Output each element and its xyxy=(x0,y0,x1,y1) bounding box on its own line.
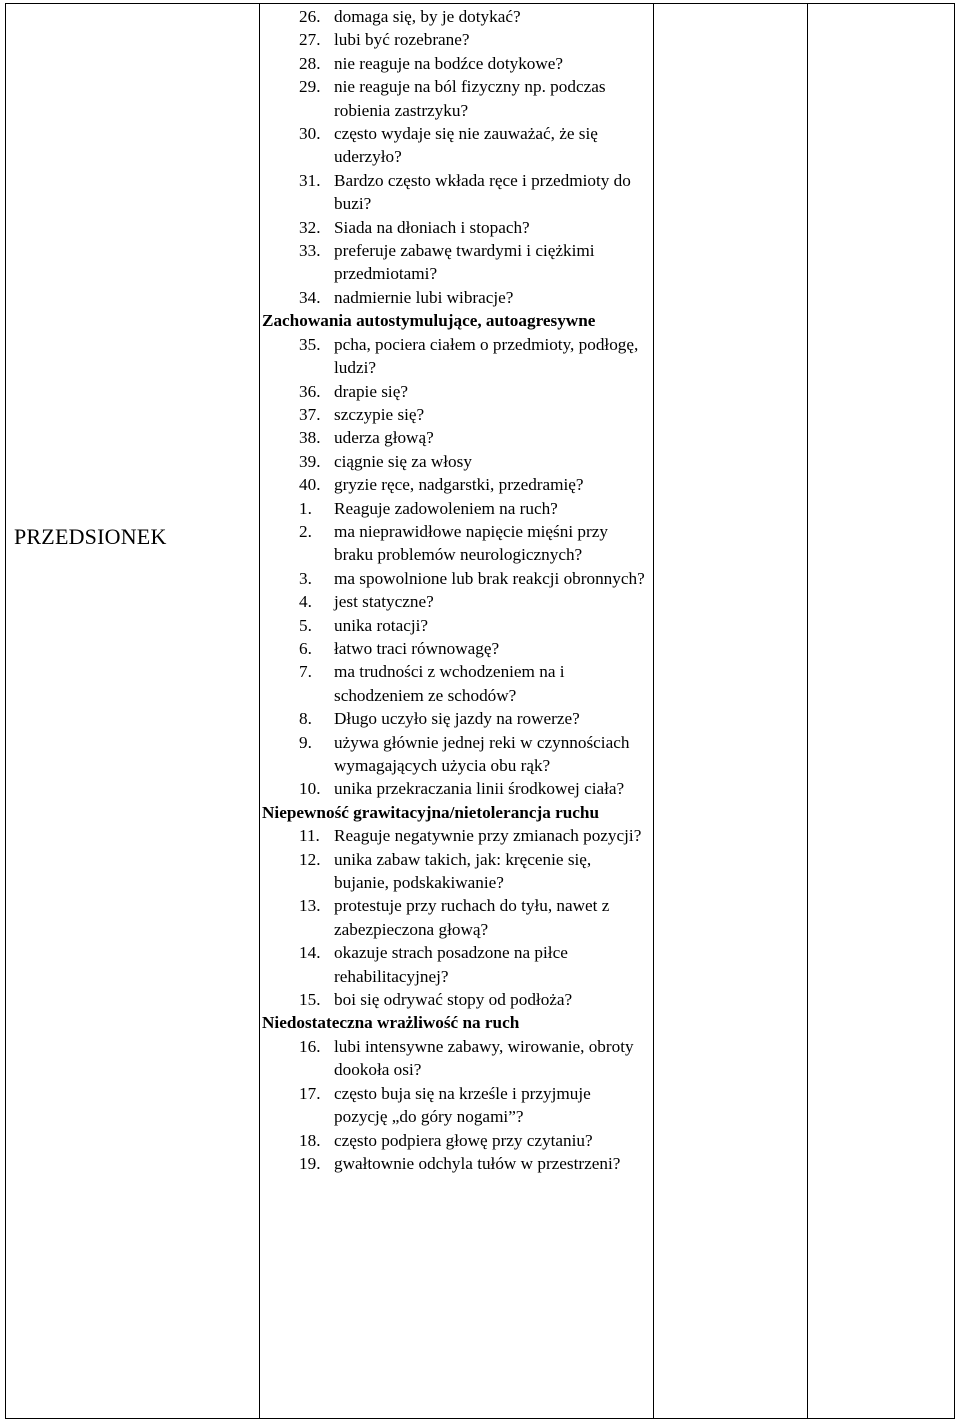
question-text: protestuje przy ruchach do tyłu, nawet z zabezpieczona głową? xyxy=(334,896,610,939)
question-text: unika zabaw takich, jak: kręcenie się, bujanie, podskakiwanie? xyxy=(334,849,592,893)
question-text: Bardzo często wkłada ręce i przedmioty do buzi? xyxy=(334,170,631,214)
question-number: 34. xyxy=(299,287,321,307)
section-heading: Niepewność grawitacyjna/nietolerancja ruchu xyxy=(262,802,600,822)
question-item xyxy=(262,75,646,122)
question-text: nie reaguje na bodźce dotykowe? xyxy=(334,53,564,73)
question-text: ma trudności z wchodzeniem na i schodzeniem ze schodów? xyxy=(334,662,565,705)
question-item xyxy=(262,5,646,28)
question-text: nie reaguje na ból fizyczny np. podczas robienia zastrzyku? xyxy=(334,77,606,120)
question-number: 37. xyxy=(299,404,321,424)
question-item xyxy=(262,824,646,847)
section-label: PRZEDSIONEK xyxy=(14,524,167,549)
question-item xyxy=(262,497,646,520)
section-heading: Zachowania autostymulujące, autoagresywne xyxy=(262,311,596,331)
question-number: 40. xyxy=(299,475,321,495)
column-divider xyxy=(653,4,654,1418)
section-heading: Niedostateczna wrażliwość na ruch xyxy=(262,1013,520,1033)
question-number: 3. xyxy=(299,568,312,588)
question-number: 12. xyxy=(299,849,321,869)
question-number: 30. xyxy=(299,124,321,144)
question-text: domaga się, by je dotykać? xyxy=(334,7,521,26)
question-item xyxy=(262,473,646,496)
question-text: Siada na dłoniach i stopach? xyxy=(334,217,530,237)
question-number: 4. xyxy=(299,592,312,612)
question-text: boi się odrywać stopy od podłoża? xyxy=(334,990,573,1010)
question-text: unika rotacji? xyxy=(334,615,429,635)
question-number: 11. xyxy=(299,826,320,846)
question-text: lubi intensywne zabawy, wirowanie, obroty dookoła osi? xyxy=(334,1036,634,1080)
question-number: 32. xyxy=(299,217,321,237)
question-number: 10. xyxy=(299,779,321,799)
question-text: pcha, pociera ciałem o przedmioty, podłogę, ludzi? xyxy=(334,334,639,378)
question-item xyxy=(262,426,646,449)
question-text: łatwo traci równowagę? xyxy=(334,638,500,658)
question-item xyxy=(262,1082,646,1129)
question-number: 33. xyxy=(299,241,321,261)
question-text: często podpiera głowę przy czytaniu? xyxy=(334,1130,593,1150)
question-number: 36. xyxy=(299,381,321,401)
question-number: 35. xyxy=(299,334,321,354)
question-item xyxy=(262,52,646,75)
question-text: uderza głową? xyxy=(334,428,434,448)
question-item xyxy=(262,1129,646,1152)
question-text: preferuje zabawę twardymi i ciężkimi przedmiotami? xyxy=(334,241,595,284)
question-number: 16. xyxy=(299,1036,321,1056)
question-text: Długo uczyło się jazdy na rowerze? xyxy=(334,709,580,729)
question-item xyxy=(262,894,646,941)
question-text: używa głównie jednej reki w czynnościach wymagających użycia obu rąk? xyxy=(334,732,630,775)
question-number: 28. xyxy=(299,53,321,73)
question-item xyxy=(262,777,646,800)
question-item xyxy=(262,848,646,895)
question-item xyxy=(262,239,646,286)
question-text: ma nieprawidłowe napięcie mięśni przy braku problemów neurologicznych? xyxy=(334,521,608,565)
question-item xyxy=(262,122,646,169)
question-item xyxy=(262,731,646,778)
question-number: 31. xyxy=(299,170,321,190)
question-item xyxy=(262,1152,646,1175)
question-item xyxy=(262,707,646,730)
question-number: 8. xyxy=(299,709,312,729)
question-item xyxy=(262,28,646,51)
question-item xyxy=(262,567,646,590)
question-number: 27. xyxy=(299,30,321,50)
question-number: 26. xyxy=(299,7,321,26)
question-item xyxy=(262,941,646,988)
question-number: 17. xyxy=(299,1083,321,1103)
question-item xyxy=(262,660,646,707)
question-number: 1. xyxy=(299,498,312,518)
question-number: 14. xyxy=(299,943,321,963)
question-item xyxy=(262,590,646,613)
question-number: 15. xyxy=(299,990,321,1010)
question-number: 5. xyxy=(299,615,312,635)
question-number: 18. xyxy=(299,1130,321,1150)
question-text: gryzie ręce, nadgarstki, przedramię? xyxy=(334,475,584,495)
question-number: 19. xyxy=(299,1153,321,1173)
question-item xyxy=(262,403,646,426)
question-item xyxy=(262,333,646,380)
question-item xyxy=(262,169,646,216)
question-text: Reaguje negatywnie przy zmianach pozycji? xyxy=(334,826,642,846)
question-number: 7. xyxy=(299,662,312,682)
question-list xyxy=(262,5,646,1175)
question-number: 29. xyxy=(299,77,321,97)
column-divider xyxy=(807,4,808,1418)
question-text: Reaguje zadowoleniem na ruch? xyxy=(334,498,558,518)
question-item xyxy=(262,216,646,239)
question-text: szczypie się? xyxy=(334,404,425,424)
question-text: unika przekraczania linii środkowej ciała? xyxy=(334,779,625,799)
question-item xyxy=(262,286,646,309)
question-number: 6. xyxy=(299,638,312,658)
question-text: nadmiernie lubi wibracje? xyxy=(334,287,514,307)
question-text: ma spowolnione lub brak reakcji obronnych? xyxy=(334,568,645,588)
column-divider xyxy=(259,4,260,1418)
question-text: często wydaje się nie zauważać, że się uderzyło? xyxy=(334,124,598,167)
question-text: lubi być rozebrane? xyxy=(334,30,470,50)
question-item xyxy=(262,988,646,1011)
question-text: okazuje strach posadzone na piłce rehabilitacyjnej? xyxy=(334,943,568,986)
question-number: 9. xyxy=(299,732,312,752)
question-text: ciągnie się za włosy xyxy=(334,451,472,471)
question-item xyxy=(262,450,646,473)
question-number: 38. xyxy=(299,428,321,448)
question-item xyxy=(262,520,646,567)
question-number: 39. xyxy=(299,451,321,471)
question-item xyxy=(262,1035,646,1082)
question-text: drapie się? xyxy=(334,381,408,401)
question-text: gwałtownie odchyla tułów w przestrzeni? xyxy=(334,1153,621,1173)
question-item xyxy=(262,380,646,403)
question-text: jest statyczne? xyxy=(334,592,434,612)
question-number: 13. xyxy=(299,896,321,916)
question-item xyxy=(262,637,646,660)
question-item xyxy=(262,614,646,637)
question-number: 2. xyxy=(299,521,312,541)
question-text: często buja się na krześle i przyjmuje pozycję „do góry nogami”? xyxy=(334,1083,591,1127)
